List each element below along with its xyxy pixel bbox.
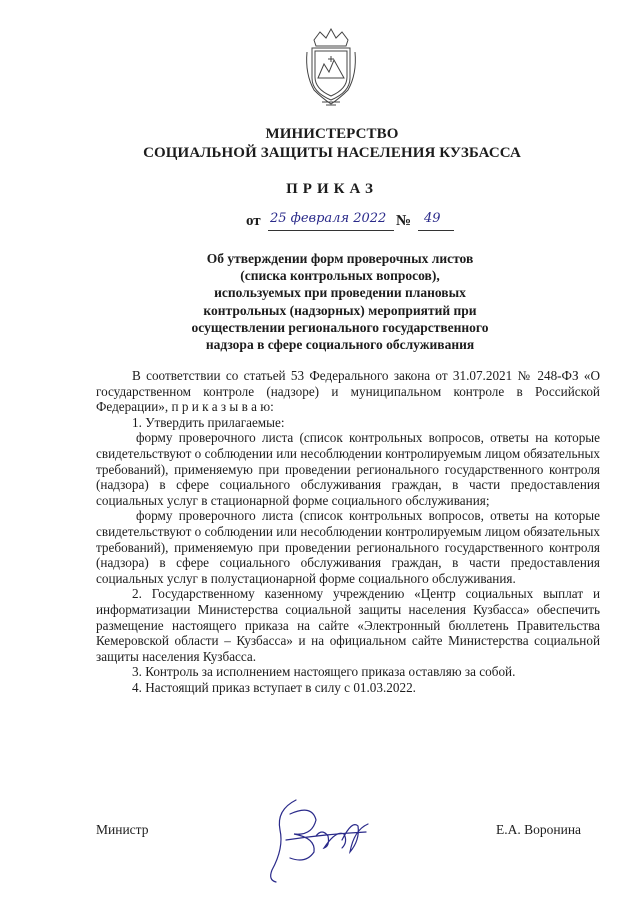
signatory-name: Е.А. Воронина [496,822,582,837]
paragraph: 2. Государственному казенному учреждению «Центр социальных выплат и информатизации Министерства социальной защиты населения Кузбасса» обеспечить размещение настоящего приказа на сайте «Электронный бюллетень Правительства Кемеровской области – Кузбасса» и на официальном сайте Министерства социальной защиты населения Кузбасса. [96,586,600,664]
coat-of-arms-icon [302,26,360,108]
title-line: контрольных (надзорных) мероприятий при [203,302,477,318]
paragraph: форму проверочного листа (список контрольных вопросов, ответы на которые свидетельствуют о соблюдении или несоблюдении контролируемым лицом обязательных требований), применяемую при проведении регионального государственного контроля (надзора) в сфере социального обслуживания граждан, в части предоставления социальных услуг в стационарной форме социального обслуживания; [96,430,600,508]
title-line: надзора в сфере социального обслуживания [205,337,475,353]
title-line: осуществлении регионального государственного [191,319,489,335]
order-heading: ПРИКАЗ [286,181,378,197]
paragraph: 4. Настоящий приказ вступает в силу с 01.03.2022. [132,679,416,695]
title-line: Об утверждении форм проверочных листов [206,251,474,266]
document-body [96,368,600,695]
paragraph: форму проверочного листа (список контрольных вопросов, ответы на которые свидетельствуют о соблюдении или несоблюдении контролируемым лицом обязательных требований), применяемую при проведении регионального государственного контроля (надзора) в сфере социального обслуживания граждан, в части предоставления социальных услуг в полустационарной форме социального обслуживания. [96,508,600,586]
paragraph: 1. Утвердить прилагаемые: [132,414,285,430]
handwritten-date: 25 февраля 2022 [270,211,387,226]
signatory-position: Министр [96,822,149,837]
date-underline [268,230,394,231]
ministry-line-2: СОЦИАЛЬНОЙ ЗАЩИТЫ НАСЕЛЕНИЯ КУЗБАССА [143,145,521,161]
ministry-line-1: МИНИСТЕРСТВО [265,126,399,142]
signature-icon [256,790,376,890]
paragraph: 3. Контроль за исполнением настоящего приказа оставляю за собой. [132,664,516,680]
number-underline [418,230,454,231]
number-label: № [396,213,412,229]
handwritten-number: 49 [424,211,441,226]
document-title [150,250,530,353]
ministry-name [0,125,640,163]
from-label: от [246,213,261,229]
title-line: (списка контрольных вопросов), [240,268,440,284]
paragraph: В соответствии со статьей 53 Федерального закона от 31.07.2021 № 248-ФЗ «О государственном контроле (надзоре) и муниципальном контроле в Российской Федерации», п р и к а з ы в а ю: [96,368,600,415]
order-date-number-line [246,210,466,234]
title-line: используемых при проведении плановых [214,285,466,301]
